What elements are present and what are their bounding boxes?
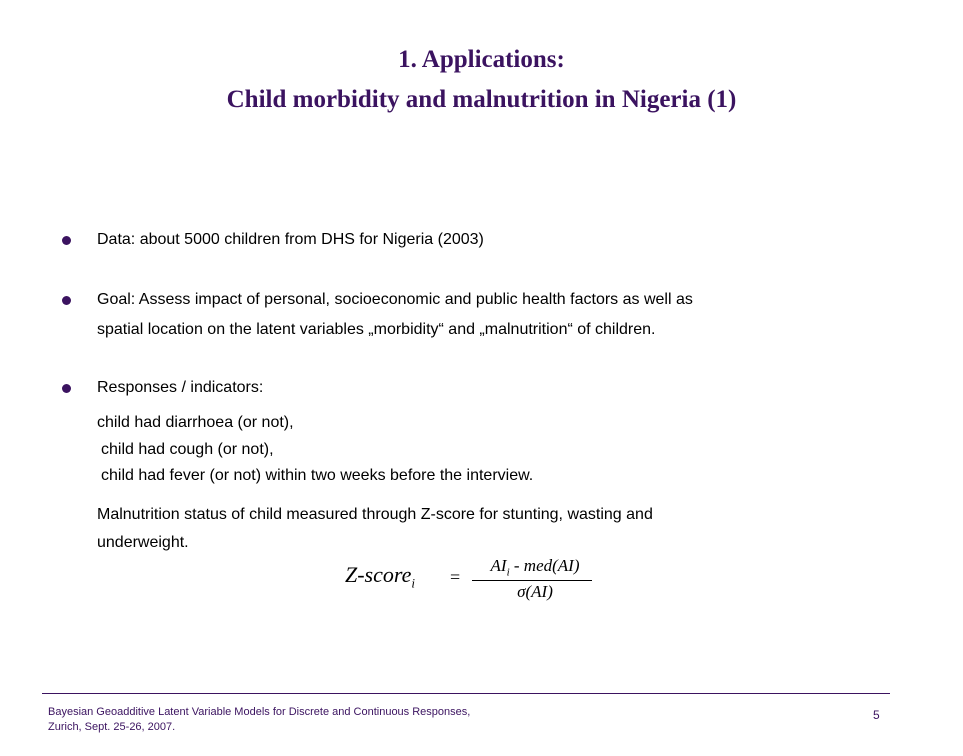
slide-title [0, 40, 963, 120]
footer-line-2: Zurich, Sept. 25-26, 2007. [48, 721, 176, 733]
footer-citation [48, 705, 470, 735]
malnutrition-line-1: Malnutrition status of child measured through Z-score for stunting, wasting and [97, 506, 653, 523]
formula-denominator: σ(AI) [517, 582, 553, 601]
indicator-fever: child had fever (or not) within two weeks before the interview. [101, 467, 534, 484]
bullet-dot [62, 384, 71, 393]
malnutrition-line-2: underweight. [97, 534, 189, 551]
bullet-dot [62, 296, 71, 305]
zscore-formula [345, 556, 595, 606]
bullet-goal-line-1: Goal: Assess impact of personal, socioeconomic and public health factors as well as [97, 291, 693, 308]
indicator-cough: child had cough (or not), [101, 441, 274, 458]
footer-line-1: Bayesian Geoadditive Latent Variable Models for Discrete and Continuous Responses, [48, 706, 471, 718]
formula-lhs: Z-score$_i$ [345, 562, 416, 591]
page-number: 5 [873, 708, 880, 722]
fraction-bar [472, 580, 592, 581]
indicator-diarrhoea: child had diarrhoea (or not), [97, 414, 294, 431]
bullet-dot [62, 236, 71, 245]
formula-numerator: $AI_i - med(AI)$ [490, 556, 580, 579]
bullet-responses: Responses / indicators: [97, 379, 264, 396]
formula-equals: = [450, 567, 461, 587]
title-line-2: Child morbidity and malnutrition in Nigeria (1) [226, 86, 737, 113]
bullet-goal-line-2: spatial location on the latent variables „morbidity“ and „malnutrition“ of children. [97, 321, 656, 338]
title-line-1: 1. Applications: [398, 46, 565, 73]
footer-divider [42, 693, 890, 694]
bullet-data: Data: about 5000 children from DHS for Nigeria (2003) [97, 231, 484, 248]
